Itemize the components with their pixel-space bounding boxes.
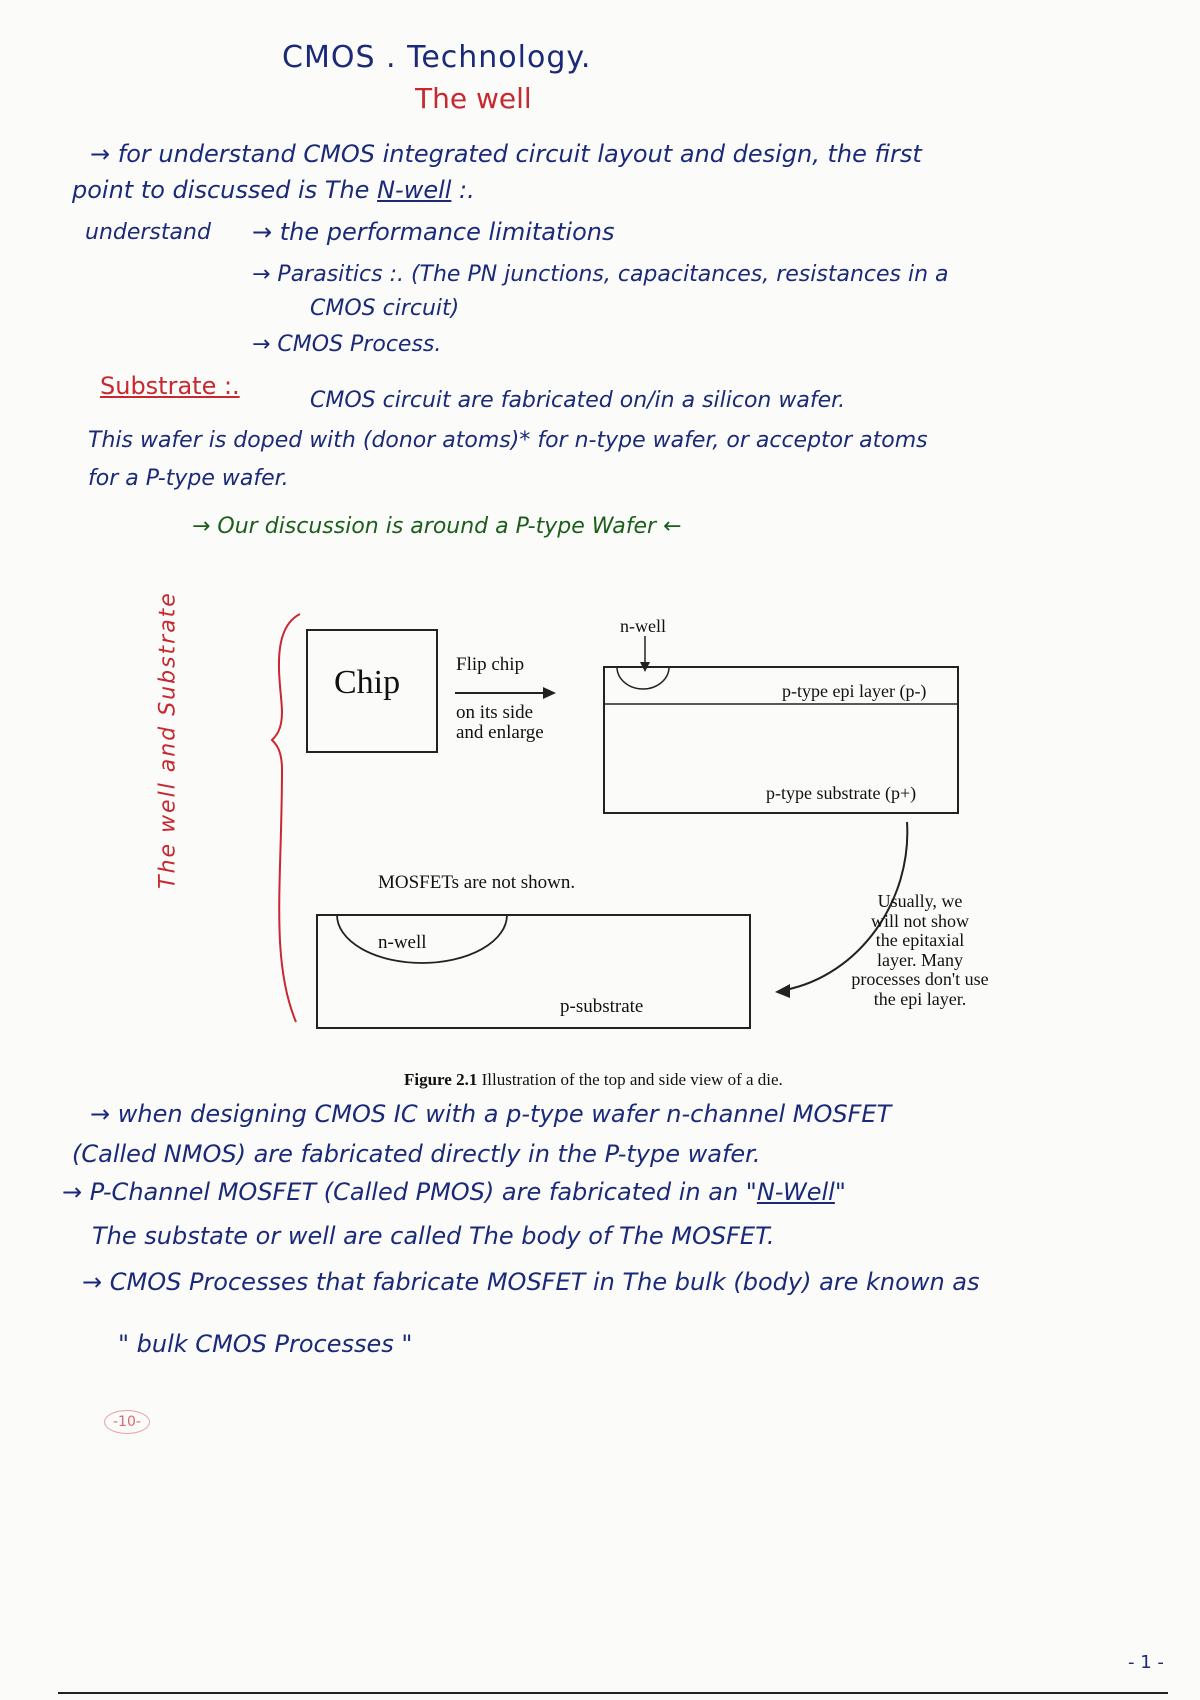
substrate-note: → Our discussion is around a P-type Wafer ←: [192, 514, 682, 539]
body-line-3-post: ": [834, 1178, 846, 1206]
page-subtitle: The well: [415, 82, 532, 115]
enlarge-label: and enlarge: [456, 722, 544, 743]
flip-chip-label: Flip chip: [456, 654, 525, 675]
body-line-5: → CMOS Processes that fabricate MOSFET in The bulk (body) are known as: [82, 1268, 980, 1296]
usually-note-line: layer. Many: [877, 949, 963, 970]
body-line-2: (Called NMOS) are fabricated directly in the P-type wafer.: [72, 1140, 761, 1168]
mosfets-note: MOSFETs are not shown.: [378, 872, 576, 893]
caption-text: Illustration of the top and side view of a die.: [477, 1070, 783, 1089]
flip-arrowhead: [543, 687, 556, 699]
substrate-line-3: for a P-type wafer.: [88, 466, 289, 491]
page-title: CMOS . Technology.: [282, 40, 592, 75]
red-brace: [272, 614, 300, 1022]
on-side-label: on its side: [456, 702, 534, 723]
nwell-term-2: N-Well: [756, 1178, 835, 1206]
page-mark: -10-: [104, 1410, 150, 1434]
figure-caption: [404, 1070, 783, 1090]
side-label: The well and Substrate: [155, 591, 181, 889]
bullet-parasitics: → Parasitics :. (The PN junctions, capacitances, resistances in a: [252, 262, 949, 287]
usually-note-line: the epitaxial: [875, 930, 965, 950]
small-nwell-shape: [617, 667, 669, 689]
nwell-top-label: n-well: [620, 616, 666, 636]
usually-note: [830, 892, 1010, 1009]
bullet-performance: → the performance limitations: [252, 218, 615, 246]
usually-note-line: will not show: [870, 910, 969, 931]
page-number: - 1 -: [1128, 1652, 1164, 1673]
usually-note-line: the epi layer.: [873, 988, 967, 1009]
substrate-line-1: CMOS circuit are fabricated on/in a silicon wafer.: [310, 388, 846, 413]
substrate-line-2: This wafer is doped with (donor atoms)* for n-type wafer, or acceptor atoms: [88, 428, 928, 453]
body-line-3: [62, 1178, 846, 1206]
nwell-term: N-well: [377, 176, 452, 204]
curved-arrowhead: [775, 984, 790, 998]
nwell-bottom-label: n-well: [378, 932, 427, 953]
body-line-3-pre: → P-Channel MOSFET (Called PMOS) are fabricated in an ": [62, 1178, 757, 1206]
bullet-parasitics-cont: CMOS circuit): [310, 296, 460, 321]
substrate-heading: Substrate :.: [100, 372, 240, 400]
body-line-6: " bulk CMOS Processes ": [118, 1330, 413, 1358]
body-line-4: The substate or well are called The body of The MOSFET.: [92, 1222, 775, 1250]
bullet-process: → CMOS Process.: [252, 332, 442, 357]
p-substrate-label: p-substrate: [560, 996, 644, 1017]
intro-line-2-pre: point to discussed is The: [72, 176, 378, 204]
substrate-layer-label: p-type substrate (p+): [766, 783, 917, 803]
intro-line-1: → for understand CMOS integrated circuit layout and design, the first: [90, 140, 922, 168]
usually-note-line: Usually, we: [877, 891, 963, 911]
chip-label: Chip: [334, 664, 401, 701]
epi-layer-label: p-type epi layer (p-): [782, 681, 927, 701]
caption-number: Figure 2.1: [404, 1070, 478, 1089]
usually-note-line: processes don't use: [851, 969, 989, 989]
understand-label: understand: [85, 220, 211, 245]
intro-line-2-post: :.: [451, 176, 475, 204]
bottom-rule: [58, 1692, 1168, 1694]
body-line-1: → when designing CMOS IC with a p-type wafer n-channel MOSFET: [90, 1100, 892, 1128]
